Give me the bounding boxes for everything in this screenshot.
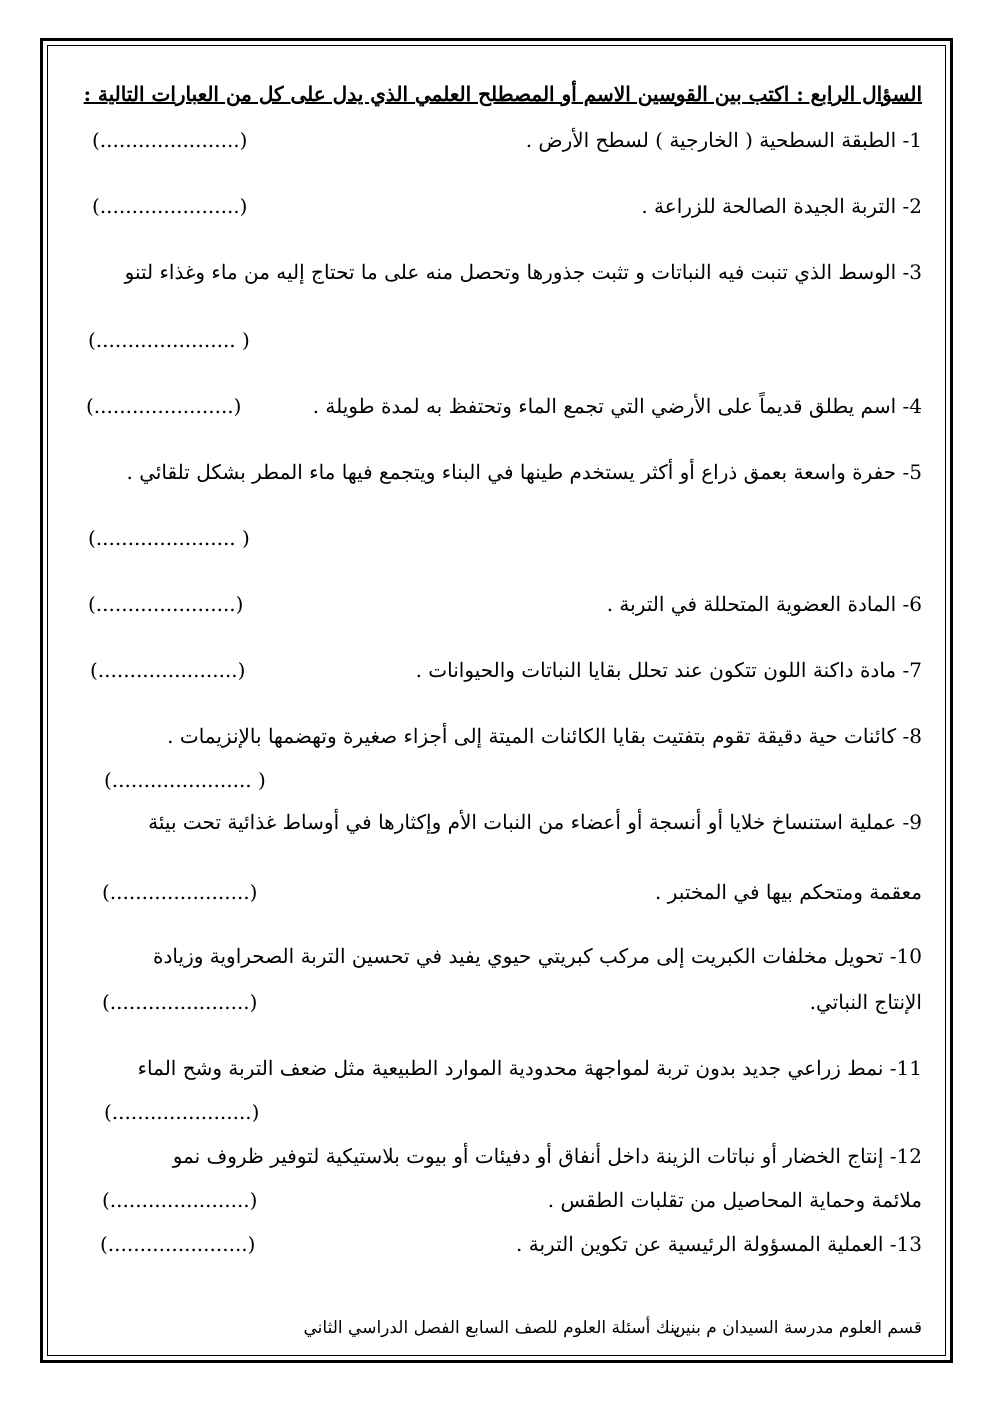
question-9-answer[interactable]: (......................)	[102, 880, 258, 904]
worksheet	[60, 80, 922, 1350]
question-3-answer[interactable]: (...................... )	[88, 328, 250, 352]
question-9-text-continued: معقمة ومتحكم بيها في المختبر .	[655, 880, 922, 904]
question-3-text: 3- الوسط الذي تنبت فيه النباتات و تثبت جذورها وتحصل منه على ما تحتاج إليه من ماء وغذاء لتنو	[124, 260, 922, 284]
question-5-answer[interactable]: (...................... )	[88, 526, 250, 550]
question-13-answer[interactable]: (......................)	[100, 1232, 256, 1256]
question-10-text-continued: الإنتاج النباتي.	[809, 990, 922, 1014]
question-9-text: 9- عملية استنساخ خلايا أو أنسجة أو أعضاء من النبات الأم وإكثارها في أوساط غذائية تحت بيئة	[148, 810, 922, 834]
question-6-text: 6- المادة العضوية المتحللة في التربة .	[606, 592, 922, 616]
footer-department: قسم العلوم مدرسة السيدان م بنين	[672, 1318, 922, 1338]
question-13-text: 13- العملية المسؤولة الرئيسية عن تكوين التربة .	[516, 1232, 922, 1256]
question-4-text: 4- اسم يطلق قديماً على الأرضي التي تجمع الماء وتحتفظ به لمدة طويلة .	[312, 394, 922, 418]
question-1-text: 1- الطبقة السطحية ( الخارجية ) لسطح الأرض .	[525, 128, 922, 152]
question-11-answer[interactable]: (......................)	[104, 1100, 260, 1124]
question-5-text: 5- حفرة واسعة بعمق ذراع أو أكثر يستخدم طينها في البناء ويتجمع فيها ماء المطر بشكل تلقائي .	[126, 460, 922, 484]
question-7-text: 7- مادة داكنة اللون تتكون عند تحلل بقايا النباتات والحيوانات .	[415, 658, 922, 682]
question-8-answer[interactable]: (...................... )	[104, 768, 266, 792]
footer-title: بنك أسئلة العلوم للصف السابع الفصل الدراسي الثاني	[303, 1318, 680, 1338]
question-heading: السؤال الرابع : اكتب بين القوسين الاسم أو المصطلح العلمي الذي يدل على كل من العبارات التالية :	[83, 82, 922, 106]
question-6-answer[interactable]: (......................)	[88, 592, 244, 616]
question-2-answer[interactable]: (......................)	[92, 194, 248, 218]
question-2-text: 2- التربة الجيدة الصالحة للزراعة .	[641, 194, 922, 218]
question-4-answer[interactable]: (......................)	[86, 394, 242, 418]
question-10-text: 10- تحويل مخلفات الكبريت إلى مركب كبريتي حيوي يفيد في تحسين التربة الصحراوية وزيادة	[153, 944, 922, 968]
question-12-text-continued: ملائمة وحماية المحاصيل من تقلبات الطقس .	[547, 1188, 922, 1212]
question-10-answer[interactable]: (......................)	[102, 990, 258, 1014]
question-12-text: 12- إنتاج الخضار أو نباتات الزينة داخل أنفاق أو دفيئات أو بيوت بلاستيكية لتوفير ظروف نمو	[172, 1144, 922, 1168]
question-8-text: 8- كائنات حية دقيقة تقوم بتفتيت بقايا الكائنات الميتة إلى أجزاء صغيرة وتهضمها بالإنزيمات .	[167, 724, 922, 748]
question-11-text: 11- نمط زراعي جديد بدون تربة لمواجهة محدودية الموارد الطبيعية مثل ضعف التربة وشح الماء	[137, 1056, 922, 1080]
question-12-answer[interactable]: (......................)	[102, 1188, 258, 1212]
question-7-answer[interactable]: (......................)	[90, 658, 246, 682]
question-1-answer[interactable]: (......................)	[92, 128, 248, 152]
